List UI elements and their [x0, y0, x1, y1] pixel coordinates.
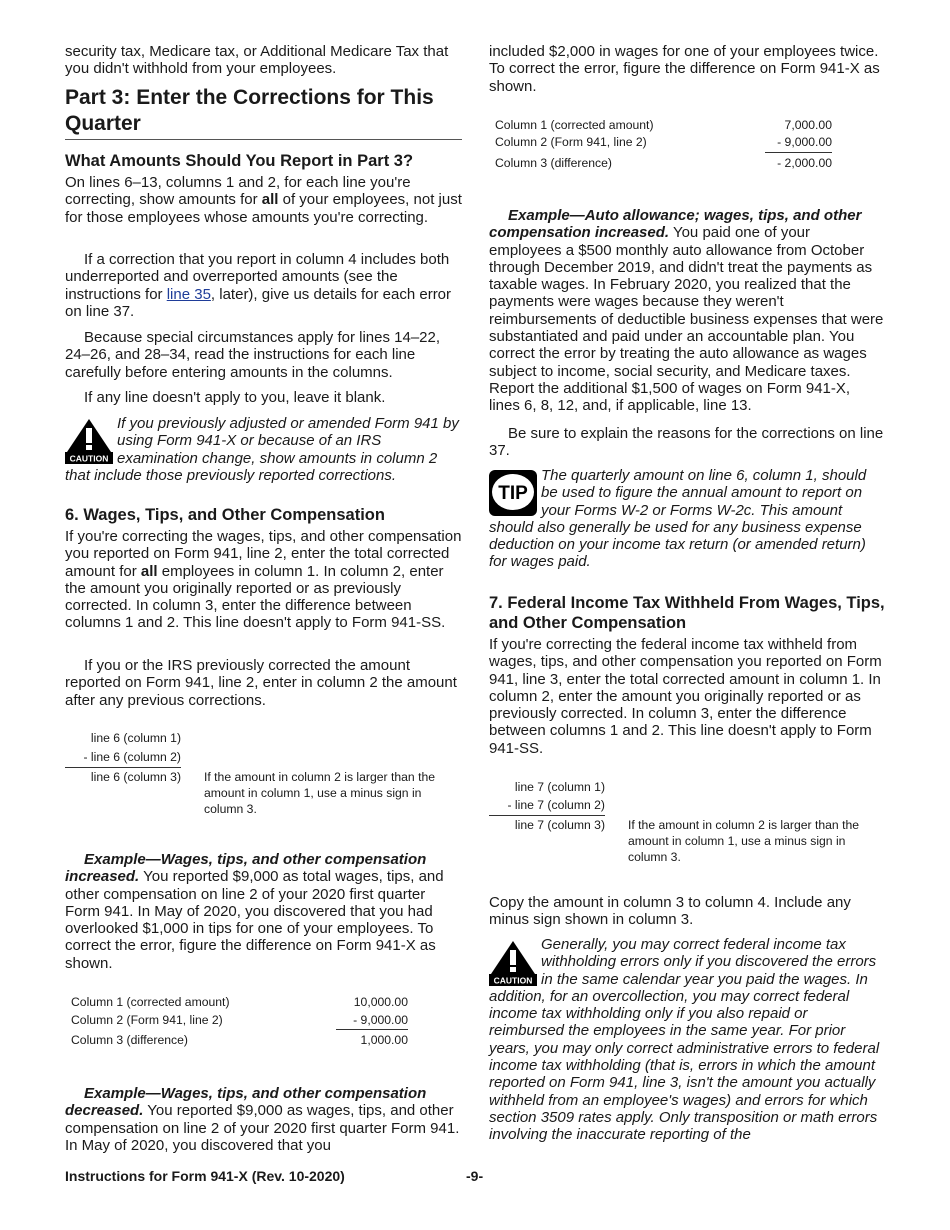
caution2-text: Generally, you may correct federal income tax withholding errors only if you discovered the errors in the same calendar year you paid the wages. In addition, for an overcollection, you may correct federal income tax withholding only if you also repaid or reimbursed the employees in the same year. For prior years, you may only correct administrative errors to federal income tax withholding (that is, errors in which the amount reported on Form 941, line 3, isn't the amount you actually withheld from an employee's wages) and errors for which section 3509 rates apply. Only transposition or math errors involving the inaccurate reporting of the — [489, 936, 880, 1144]
section6-heading: 6. Wages, Tips, and Other Compensation — [65, 506, 385, 524]
example3-text: You paid one of your employees a $500 monthly auto allowance from October through December 2019, and didn't treat the payments as taxable wages. In February 2020, you realized that the payments were wages because they weren't reimbursements of deductible business expenses that were substantiated and paid under an accountable plan. You correct the error by treating the auto allowance as wages subject to income, social security, and Medicare taxes. Report the additional $1,500 of wages on Form 941-X, lines 6, 8, 12, and, if applicable, line 13. — [489, 224, 884, 415]
example-auto-allowance — [489, 207, 885, 415]
example1-text: You reported $9,000 as total wages, tips, and other compensation on line 2 of your 2020 first quarter Form 941. In May of 2020, you discovered that you had overlooked $1,000 in tips for one of your employees. To correct the error, figure the difference on Form 941-X as shown. — [65, 868, 444, 972]
example-wages-increased — [65, 851, 463, 972]
table-rule — [765, 152, 832, 153]
s6-p1-bold: all — [140, 562, 158, 580]
table-row-label: Column 2 (Form 941, line 2) — [71, 1013, 223, 1027]
paragraph-leave-blank: If any line doesn't apply to you, leave it blank. — [84, 389, 386, 406]
line6-col2: - line 6 (column 2) — [83, 750, 181, 764]
example2-text: You reported $9,000 as wages, tips, and other compensation on line 2 of your 2020 first quarter Form 941. In May of 2020, you discovered that you — [65, 1102, 460, 1154]
line6-col1: line 6 (column 1) — [90, 731, 181, 745]
line6-calculation — [65, 731, 181, 787]
table-row-value: 7,000.00 — [784, 118, 832, 132]
caution-note-previous-adjustments — [65, 415, 463, 484]
caution-label: CAUTION — [493, 975, 533, 986]
p1-bold: all — [261, 191, 279, 209]
heading-rule — [65, 139, 462, 140]
table-row-label: Column 2 (Form 941, line 2) — [495, 135, 647, 149]
line6-col3: line 6 (column 3) — [90, 770, 181, 784]
table-row-value: - 9,000.00 — [777, 135, 832, 149]
example3-title: Example—Auto allowance; wages, tips, and other compensation increased. — [489, 207, 862, 242]
part3-heading: Part 3: Enter the Corrections for This Quarter — [65, 86, 434, 135]
footer-title: Instructions for Form 941-X (Rev. 10-2020) — [65, 1168, 345, 1184]
continued-paragraph: included $2,000 in wages for one of your employees twice. To correct the error, figure the difference on Form 941-X as shown. — [489, 43, 880, 95]
p2-text-a: If a correction that you report in column 4 includes both underreported and overreported amounts (see the instructions for — [65, 251, 450, 303]
table-row-label: Column 3 (difference) — [71, 1033, 188, 1047]
tip-note-quarterly-amount — [489, 467, 885, 571]
calc-rule — [489, 815, 605, 816]
example1-table — [71, 995, 408, 1047]
table-rule — [336, 1029, 408, 1030]
caution1-text: If you previously adjusted or amended Form 941 by using Form 941-X or because of an IRS examination change, show amounts in column 2 that include those previously reported corrections. — [65, 415, 459, 484]
paragraph-copy-amount: Copy the amount in column 3 to column 4. Include any minus sign shown in column 3. — [489, 894, 851, 929]
example-decreased-table — [495, 118, 832, 170]
section6-paragraph-1 — [65, 528, 463, 632]
table-row-value: 10,000.00 — [353, 995, 408, 1009]
intro-fragment: security tax, Medicare tax, or Additional Medicare Tax that you didn't withhold from your employees. — [65, 43, 449, 78]
section7-paragraph: If you're correcting the federal income tax withheld from wages, tips, and other compensation you reported on Form 941, line 3, enter the total corrected amount in column 1. In column 2, enter the amount you originally reported or as previously corrected. In column 3, enter the difference between columns 1 and 2. This line doesn't apply to Form 941-SS. — [489, 636, 882, 757]
line7-calculation — [489, 780, 605, 836]
line7-col2: - line 7 (column 2) — [507, 798, 605, 812]
section7-heading: 7. Federal Income Tax Withheld From Wages, Tips, and Other Compensation — [489, 594, 885, 632]
p2-text-b: , later), give us details for each error on line 37. — [65, 285, 452, 320]
tip-text: The quarterly amount on line 6, column 1, should be used to figure the annual amount to report on your Forms W-2 or Forms W-2c. This amount should also generally be used for any business expense deduction on your income tax return (or amended return) for wages paid. — [489, 467, 867, 571]
example-wages-decreased — [65, 1085, 463, 1154]
example1-title: Example—Wages, tips, and other compensation increased. — [65, 851, 427, 886]
caution-note-withholding-errors — [489, 936, 885, 1144]
tip-label: TIP — [498, 483, 528, 504]
page-number: -9- — [466, 1168, 484, 1184]
table-row-label: Column 1 (corrected amount) — [495, 118, 654, 132]
table-row-label: Column 1 (corrected amount) — [71, 995, 230, 1009]
p1-text-a: On lines 6–13, columns 1 and 2, for each line you're correcting, show amounts for — [65, 174, 411, 209]
paragraph-column4 — [65, 251, 463, 320]
s6-p1-text-a: If you're correcting the wages, tips, and other compensation you reported on Form 941, line 2, enter the total corrected amount for — [65, 528, 462, 580]
paragraph-all-employees — [65, 174, 463, 226]
table-row-value: 1,000.00 — [360, 1033, 408, 1047]
calc-rule — [65, 767, 181, 768]
section6-paragraph-2: If you or the IRS previously corrected the amount reported on Form 941, line 2, enter in column 2 the amount after any previous corrections. — [65, 657, 457, 709]
paragraph-explain-reasons: Be sure to explain the reasons for the corrections on line 37. — [489, 425, 884, 460]
p1-text-b: of your employees, not just for those employees whose amounts you're correcting. — [65, 191, 462, 226]
line7-col3: line 7 (column 3) — [514, 818, 605, 832]
s6-p1-text-b: employees in column 1. In column 2, enter the amount you originally reported or as previously corrected. In column 3, enter the difference between columns 1 and 2. This line doesn't apply to Form 941-SS. — [65, 562, 446, 632]
what-amounts-heading: What Amounts Should You Report in Part 3? — [65, 152, 414, 170]
table-row-label: Column 3 (difference) — [495, 156, 612, 170]
line7-minus-sign-note: If the amount in column 2 is larger than the amount in column 1, use a minus sign in column 3. — [628, 818, 860, 864]
caution-label: CAUTION — [69, 453, 109, 464]
table-row-value: - 9,000.00 — [353, 1013, 408, 1027]
line6-minus-sign-note: If the amount in column 2 is larger than the amount in column 1, use a minus sign in column 3. — [204, 770, 436, 816]
table-row-value: - 2,000.00 — [777, 156, 832, 170]
example2-title: Example—Wages, tips, and other compensation decreased. — [65, 1085, 427, 1120]
paragraph-special-lines: Because special circumstances apply for lines 14–22, 24–26, and 28–34, read the instructions for each line carefully before entering amounts in the columns. — [65, 329, 441, 381]
line-35-link[interactable]: line 35 — [166, 285, 211, 303]
line7-col1: line 7 (column 1) — [514, 780, 605, 794]
